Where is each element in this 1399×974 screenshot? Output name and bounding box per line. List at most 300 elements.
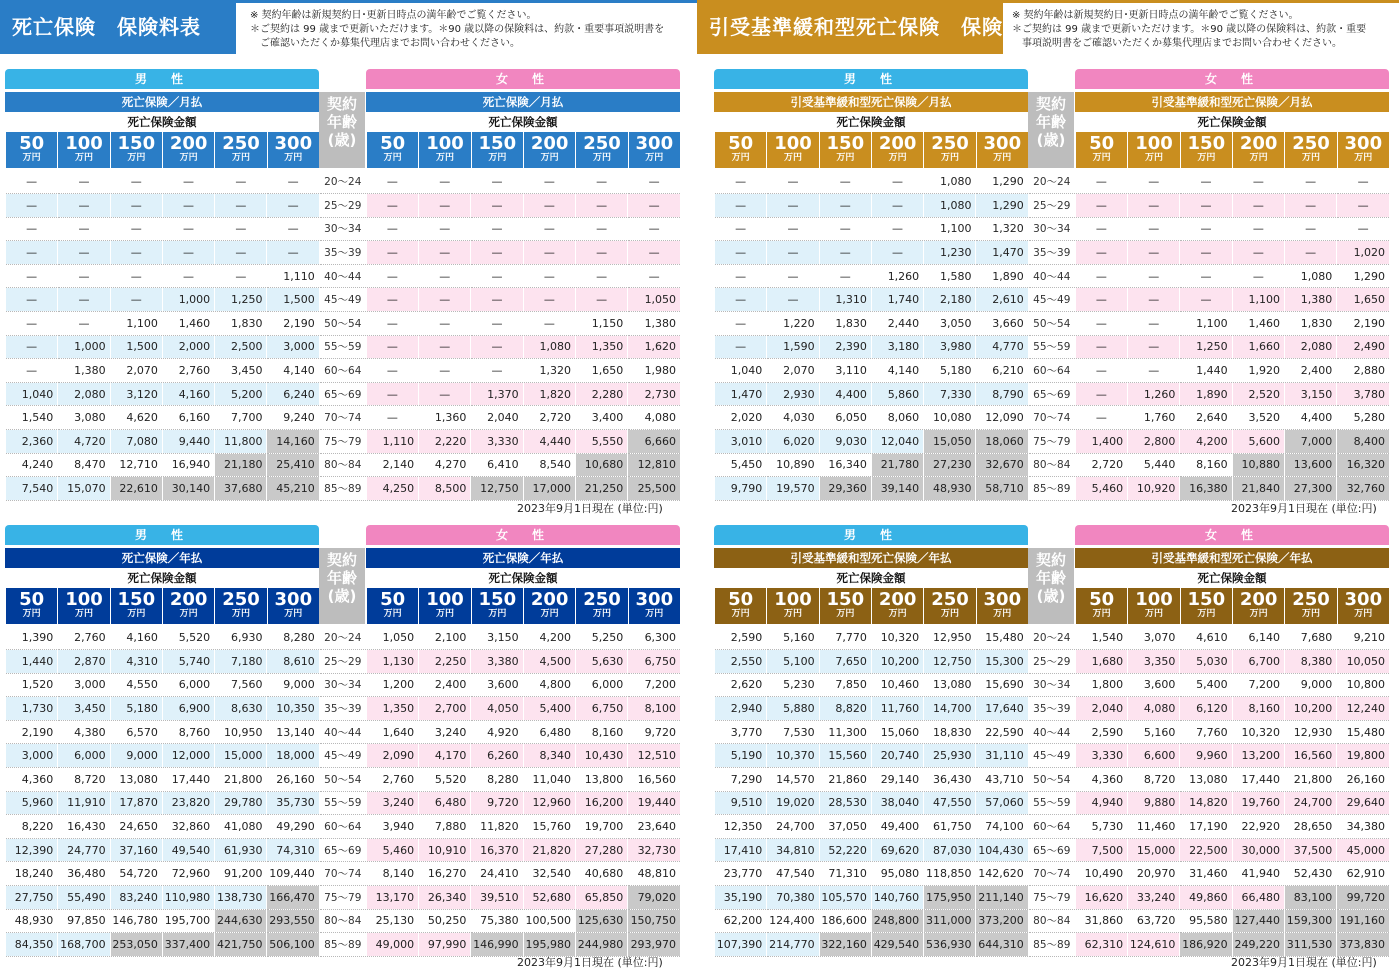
premium-cell: 4,200: [523, 626, 575, 650]
age-range: 20～24: [319, 170, 366, 194]
premium-cell: 5,520: [419, 768, 471, 792]
premium-cell: 25,130: [366, 909, 418, 933]
premium-cell: 5,460: [366, 838, 418, 862]
amount-column-header: 200 万円: [523, 132, 575, 168]
premium-cell: 7,650: [819, 650, 871, 674]
premium-cell: 10,920: [1128, 477, 1180, 501]
premium-cell: —: [523, 170, 575, 194]
premium-cell: 15,060: [871, 720, 923, 744]
amount-header-female: [1075, 132, 1389, 168]
premium-cell: 2,400: [419, 673, 471, 697]
premium-cell: 25,500: [628, 477, 680, 501]
premium-cell: 253,050: [110, 933, 162, 957]
amount-column-header: 250 万円: [1284, 132, 1336, 168]
premium-cell: 5,200: [215, 382, 267, 406]
amount-header-male: [714, 132, 1028, 168]
premium-cell: 506,100: [267, 933, 319, 957]
premium-cell: —: [1284, 217, 1336, 241]
premium-cell: 17,000: [523, 477, 575, 501]
premium-cell: 186,920: [1180, 933, 1232, 957]
premium-cell: 7,290: [715, 768, 767, 792]
premium-cell: 15,560: [819, 744, 871, 768]
premium-cell: 16,270: [419, 862, 471, 886]
premium-cell: —: [6, 335, 58, 359]
premium-cell: 32,730: [628, 838, 680, 862]
table-row: [6, 406, 681, 430]
premium-cell: 1,380: [58, 359, 110, 383]
amount-column-header: 50 万円: [366, 132, 418, 168]
premium-cell: 19,800: [1337, 744, 1389, 768]
age-range: 30～34: [319, 217, 366, 241]
premium-cell: —: [471, 359, 523, 383]
age-range: 80～84: [1028, 453, 1075, 477]
premium-cell: 74,310: [267, 838, 319, 862]
premium-cell: 8,160: [575, 720, 627, 744]
premium-cell: —: [58, 288, 110, 312]
premium-cell: 2,940: [715, 697, 767, 721]
premium-cell: 71,310: [819, 862, 871, 886]
premium-cell: 13,600: [1284, 453, 1336, 477]
premium-cell: —: [819, 217, 871, 241]
premium-cell: 15,000: [1128, 838, 1180, 862]
premium-cell: 124,400: [767, 909, 819, 933]
premium-cell: 16,320: [1337, 453, 1389, 477]
table-row: [6, 720, 681, 744]
amount-column-header: 150 万円: [471, 588, 523, 624]
premium-cell: 429,540: [871, 933, 923, 957]
premium-cell: 4,360: [1075, 768, 1127, 792]
premium-cell: 6,570: [110, 720, 162, 744]
premium-cell: —: [162, 170, 214, 194]
premium-cell: 150,750: [628, 909, 680, 933]
premium-cell: 6,480: [419, 791, 471, 815]
amount-column-header: 100 万円: [766, 132, 818, 168]
premium-cell: 15,300: [976, 650, 1028, 674]
premium-cell: —: [6, 312, 58, 336]
table-row: [6, 650, 681, 674]
premium-cell: 6,660: [628, 430, 680, 454]
premium-cell: 12,390: [6, 838, 58, 862]
amount-column-header: 150 万円: [1180, 132, 1232, 168]
premium-cell: 2,520: [1232, 382, 1284, 406]
premium-cell: 12,930: [1284, 720, 1336, 744]
table-row: [715, 791, 1390, 815]
premium-cell: 2,640: [1180, 406, 1232, 430]
premium-cell: 8,140: [366, 862, 418, 886]
premium-cell: 12,950: [924, 626, 976, 650]
premium-cell: 18,240: [6, 862, 58, 886]
table-row: [715, 626, 1390, 650]
premium-cell: —: [471, 288, 523, 312]
premium-cell: 91,200: [215, 862, 267, 886]
premium-cell: —: [767, 170, 819, 194]
table-row: [715, 744, 1390, 768]
age-range: 20～24: [1028, 170, 1075, 194]
premium-cell: —: [267, 170, 319, 194]
amount-column-header: 150 万円: [819, 132, 871, 168]
premium-cell: 74,100: [976, 815, 1028, 839]
premium-cell: 17,870: [110, 791, 162, 815]
table-row: [6, 430, 681, 454]
table-row: [6, 312, 681, 336]
table-row: [6, 264, 681, 288]
age-range: 85～89: [319, 933, 366, 957]
premium-cell: 8,220: [6, 815, 58, 839]
table-row: [715, 217, 1390, 241]
table-row: [715, 170, 1390, 194]
premium-cell: 4,770: [976, 335, 1028, 359]
amount-column-header: 200 万円: [871, 588, 923, 624]
premium-cell: 49,860: [1180, 886, 1232, 910]
premium-cell: 29,640: [1337, 791, 1389, 815]
table-row: [715, 720, 1390, 744]
table-row: [6, 886, 681, 910]
premium-cell: 195,980: [523, 933, 575, 957]
premium-cell: —: [628, 194, 680, 218]
amount-column-header: 300 万円: [1337, 588, 1389, 624]
amount-column-header: 200 万円: [1232, 588, 1284, 624]
premium-cell: 3,120: [110, 382, 162, 406]
premium-cell: 7,000: [1284, 430, 1336, 454]
premium-cell: 1,100: [1232, 288, 1284, 312]
table-row: [715, 194, 1390, 218]
amount-column-header: 250 万円: [923, 588, 975, 624]
premium-cell: 84,350: [6, 933, 58, 957]
premium-cell: 109,440: [267, 862, 319, 886]
amount-column-header: 50 万円: [1075, 588, 1127, 624]
premium-cell: 118,850: [924, 862, 976, 886]
premium-cell: —: [767, 194, 819, 218]
age-range: 40～44: [319, 264, 366, 288]
premium-cell: 166,470: [267, 886, 319, 910]
amount-column-header: 250 万円: [214, 588, 266, 624]
premium-cell: 17,440: [162, 768, 214, 792]
premium-cell: 1,100: [924, 217, 976, 241]
male-tab: 男 性: [714, 525, 1028, 545]
premium-cell: —: [58, 194, 110, 218]
premium-cell: 9,960: [1180, 744, 1232, 768]
amount-column-header: 100 万円: [1127, 588, 1179, 624]
premium-cell: 3,000: [267, 335, 319, 359]
premium-cell: 293,550: [267, 909, 319, 933]
premium-cell: 7,180: [215, 650, 267, 674]
page-title: 死亡保険 保険料表: [0, 0, 236, 54]
premium-cell: 6,120: [1180, 697, 1232, 721]
premium-cell: 12,240: [1337, 697, 1389, 721]
premium-cell: —: [1180, 264, 1232, 288]
premium-cell: 1,260: [871, 264, 923, 288]
premium-cell: 25,930: [924, 744, 976, 768]
premium-cell: 214,770: [767, 933, 819, 957]
age-range: 55～59: [319, 335, 366, 359]
premium-cell: 1,830: [819, 312, 871, 336]
premium-cell: 2,610: [976, 288, 1028, 312]
premium-cell: —: [110, 241, 162, 265]
premium-cell: —: [523, 194, 575, 218]
amount-label-male: 死亡保険金額: [714, 112, 1028, 132]
premium-cell: 1,350: [366, 697, 418, 721]
premium-cell: 34,380: [1337, 815, 1389, 839]
premium-cell: 11,800: [215, 430, 267, 454]
table-row: [6, 170, 681, 194]
premium-cell: 36,480: [58, 862, 110, 886]
premium-cell: 41,940: [1232, 862, 1284, 886]
premium-cell: —: [715, 217, 767, 241]
premium-cell: —: [819, 170, 871, 194]
age-range: 80～84: [319, 909, 366, 933]
premium-cell: 2,250: [419, 650, 471, 674]
premium-cell: —: [1180, 194, 1232, 218]
premium-cell: 1,580: [924, 264, 976, 288]
premium-cell: 12,040: [871, 430, 923, 454]
premium-cell: —: [575, 241, 627, 265]
amount-column-header: 250 万円: [214, 132, 266, 168]
premium-cell: 1,250: [215, 288, 267, 312]
premium-cell: —: [6, 264, 58, 288]
premium-cell: 7,530: [767, 720, 819, 744]
premium-cell: 8,790: [976, 382, 1028, 406]
premium-cell: 15,480: [976, 626, 1028, 650]
premium-cell: 16,620: [1075, 886, 1127, 910]
premium-cell: 4,550: [110, 673, 162, 697]
premium-cell: —: [715, 241, 767, 265]
premium-cell: 2,760: [162, 359, 214, 383]
premium-table-block: [5, 69, 680, 515]
premium-cell: 6,900: [162, 697, 214, 721]
premium-cell: —: [419, 288, 471, 312]
premium-cell: —: [1075, 194, 1127, 218]
premium-cell: 6,140: [1232, 626, 1284, 650]
premium-cell: 4,940: [1075, 791, 1127, 815]
premium-cell: 61,750: [924, 815, 976, 839]
premium-cell: 9,440: [162, 430, 214, 454]
premium-cell: 3,450: [215, 359, 267, 383]
premium-cell: 97,990: [419, 933, 471, 957]
premium-cell: 1,800: [1075, 673, 1127, 697]
premium-cell: 2,590: [715, 626, 767, 650]
premium-cell: —: [1075, 217, 1127, 241]
premium-cell: 24,770: [58, 838, 110, 862]
premium-cell: 2,180: [924, 288, 976, 312]
premium-cell: —: [267, 194, 319, 218]
premium-cell: 37,050: [819, 815, 871, 839]
premium-cell: —: [58, 241, 110, 265]
premium-cell: 3,400: [575, 406, 627, 430]
premium-cell: 32,860: [162, 815, 214, 839]
premium-cell: 3,080: [58, 406, 110, 430]
premium-cell: 9,030: [819, 430, 871, 454]
premium-cell: 33,240: [1128, 886, 1180, 910]
premium-cell: 4,720: [58, 430, 110, 454]
premium-cell: 5,180: [110, 697, 162, 721]
age-range: 70～74: [319, 406, 366, 430]
premium-cell: 8,280: [267, 626, 319, 650]
premium-cell: 5,960: [6, 791, 58, 815]
table-row: [6, 626, 681, 650]
premium-cell: 65,850: [575, 886, 627, 910]
premium-cell: —: [1128, 312, 1180, 336]
premium-cell: 175,950: [924, 886, 976, 910]
premium-cell: 1,320: [523, 359, 575, 383]
premium-cell: 4,080: [628, 406, 680, 430]
premium-cell: —: [575, 264, 627, 288]
premium-cell: 79,020: [628, 886, 680, 910]
age-range: 85～89: [1028, 933, 1075, 957]
premium-cell: —: [1337, 170, 1389, 194]
age-range: 20～24: [1028, 626, 1075, 650]
premium-cell: 6,000: [58, 744, 110, 768]
amount-column-header: 100 万円: [57, 588, 109, 624]
table-row: [715, 697, 1390, 721]
premium-cell: 43,710: [976, 768, 1028, 792]
age-range: 65～69: [1028, 838, 1075, 862]
table-row: [6, 241, 681, 265]
premium-cell: 1,650: [1337, 288, 1389, 312]
premium-cell: 249,220: [1232, 933, 1284, 957]
premium-cell: 4,250: [366, 477, 418, 501]
premium-cell: 2,930: [767, 382, 819, 406]
amount-column-header: 150 万円: [819, 588, 871, 624]
premium-cell: —: [1075, 406, 1127, 430]
premium-cell: 211,140: [976, 886, 1028, 910]
premium-cell: 1,500: [110, 335, 162, 359]
premium-cell: 41,080: [215, 815, 267, 839]
premium-cell: 7,880: [419, 815, 471, 839]
premium-cell: 37,680: [215, 477, 267, 501]
premium-cell: —: [58, 217, 110, 241]
premium-cell: 10,890: [767, 453, 819, 477]
premium-cell: —: [1128, 288, 1180, 312]
premium-cell: 293,970: [628, 933, 680, 957]
premium-cell: 3,240: [419, 720, 471, 744]
premium-cell: —: [471, 312, 523, 336]
female-tab: 女 性: [1075, 525, 1389, 545]
premium-cell: 9,000: [1284, 673, 1336, 697]
premium-cell: 146,990: [471, 933, 523, 957]
amount-column-header: 50 万円: [714, 132, 766, 168]
age-range: 25～29: [1028, 194, 1075, 218]
premium-cell: 2,760: [58, 626, 110, 650]
premium-cell: 1,110: [267, 264, 319, 288]
premium-cell: 1,250: [1180, 335, 1232, 359]
premium-cell: 12,750: [471, 477, 523, 501]
premium-cell: —: [58, 312, 110, 336]
premium-cell: —: [162, 194, 214, 218]
premium-cell: 5,630: [575, 650, 627, 674]
premium-cell: —: [162, 241, 214, 265]
premium-cell: —: [523, 217, 575, 241]
age-range: 55～59: [319, 791, 366, 815]
age-range: 60～64: [1028, 815, 1075, 839]
premium-cell: 322,160: [819, 933, 871, 957]
premium-cell: 54,720: [110, 862, 162, 886]
page-title-right: 引受基準緩和型死亡保険 保険料表: [697, 0, 1003, 54]
premium-cell: 1,590: [767, 335, 819, 359]
premium-cell: 52,680: [523, 886, 575, 910]
premium-cell: —: [110, 194, 162, 218]
premium-cell: 3,240: [366, 791, 418, 815]
amount-column-header: 50 万円: [1075, 132, 1127, 168]
premium-cell: 3,600: [1128, 673, 1180, 697]
premium-cell: —: [628, 241, 680, 265]
age-range: 50～54: [1028, 768, 1075, 792]
premium-cell: 19,020: [767, 791, 819, 815]
premium-cell: 373,200: [976, 909, 1028, 933]
premium-cell: —: [110, 217, 162, 241]
premium-cell: —: [1232, 217, 1284, 241]
amount-column-header: 50 万円: [5, 588, 57, 624]
age-range: 55～59: [1028, 335, 1075, 359]
premium-cell: 10,350: [267, 697, 319, 721]
premium-cell: 29,140: [871, 768, 923, 792]
premium-cell: 2,720: [1075, 453, 1127, 477]
premium-cell: —: [1075, 335, 1127, 359]
premium-cell: 3,780: [1337, 382, 1389, 406]
premium-cell: 11,820: [471, 815, 523, 839]
premium-cell: 1,890: [1180, 382, 1232, 406]
age-range: 70～74: [1028, 406, 1075, 430]
premium-cell: 29,780: [215, 791, 267, 815]
age-column-header: 契約 年齢 (歳): [1028, 92, 1074, 168]
premium-cell: 2,620: [715, 673, 767, 697]
premium-cell: —: [767, 288, 819, 312]
premium-cell: 1,440: [6, 650, 58, 674]
premium-cell: 1,470: [976, 241, 1028, 265]
plan-label-female: 引受基準緩和型死亡保険／年払: [1075, 548, 1389, 568]
premium-cell: 31,860: [1075, 909, 1127, 933]
premium-cell: 72,960: [162, 862, 214, 886]
premium-cell: 1,000: [162, 288, 214, 312]
amount-column-header: 50 万円: [5, 132, 57, 168]
premium-cell: —: [419, 312, 471, 336]
premium-cell: 16,560: [1284, 744, 1336, 768]
table-row: [715, 862, 1390, 886]
premium-cell: —: [575, 217, 627, 241]
premium-cell: 10,460: [871, 673, 923, 697]
premium-cell: 1,680: [1075, 650, 1127, 674]
premium-cell: 373,830: [1337, 933, 1389, 957]
premium-cell: 3,600: [471, 673, 523, 697]
premium-cell: 124,610: [1128, 933, 1180, 957]
premium-cell: —: [628, 170, 680, 194]
premium-cell: 27,230: [924, 453, 976, 477]
premium-cell: 5,600: [1232, 430, 1284, 454]
age-range: 40～44: [1028, 720, 1075, 744]
premium-cell: 1,350: [575, 335, 627, 359]
age-range: 35～39: [319, 697, 366, 721]
premium-cell: —: [366, 312, 418, 336]
premium-cell: 7,200: [1232, 673, 1284, 697]
premium-cell: 3,010: [715, 430, 767, 454]
premium-cell: 9,720: [471, 791, 523, 815]
premium-cell: 1,980: [628, 359, 680, 383]
premium-cell: —: [215, 264, 267, 288]
premium-cell: 4,170: [419, 744, 471, 768]
premium-cell: —: [419, 382, 471, 406]
premium-cell: 644,310: [976, 933, 1028, 957]
header-right: [697, 0, 1399, 54]
table-row: [6, 288, 681, 312]
premium-table: [5, 170, 680, 501]
age-range: 40～44: [319, 720, 366, 744]
age-range: 50～54: [319, 768, 366, 792]
footnote: 2023年9月1日現在 (単位:円): [1231, 956, 1377, 969]
premium-cell: 1,640: [366, 720, 418, 744]
premium-cell: —: [715, 170, 767, 194]
premium-cell: 10,430: [575, 744, 627, 768]
header-notes-right: ※ 契約年齢は新規契約日･更新日時点の満年齢でご覧ください。 ＊ご契約は 99 歳まで更新いただけます。＊90 歳以降の保険料は、約款・重要 事項説明書をご確認いただくか募集代理店までお問い合わせください。: [1012, 10, 1367, 49]
premium-cell: 11,460: [1128, 815, 1180, 839]
